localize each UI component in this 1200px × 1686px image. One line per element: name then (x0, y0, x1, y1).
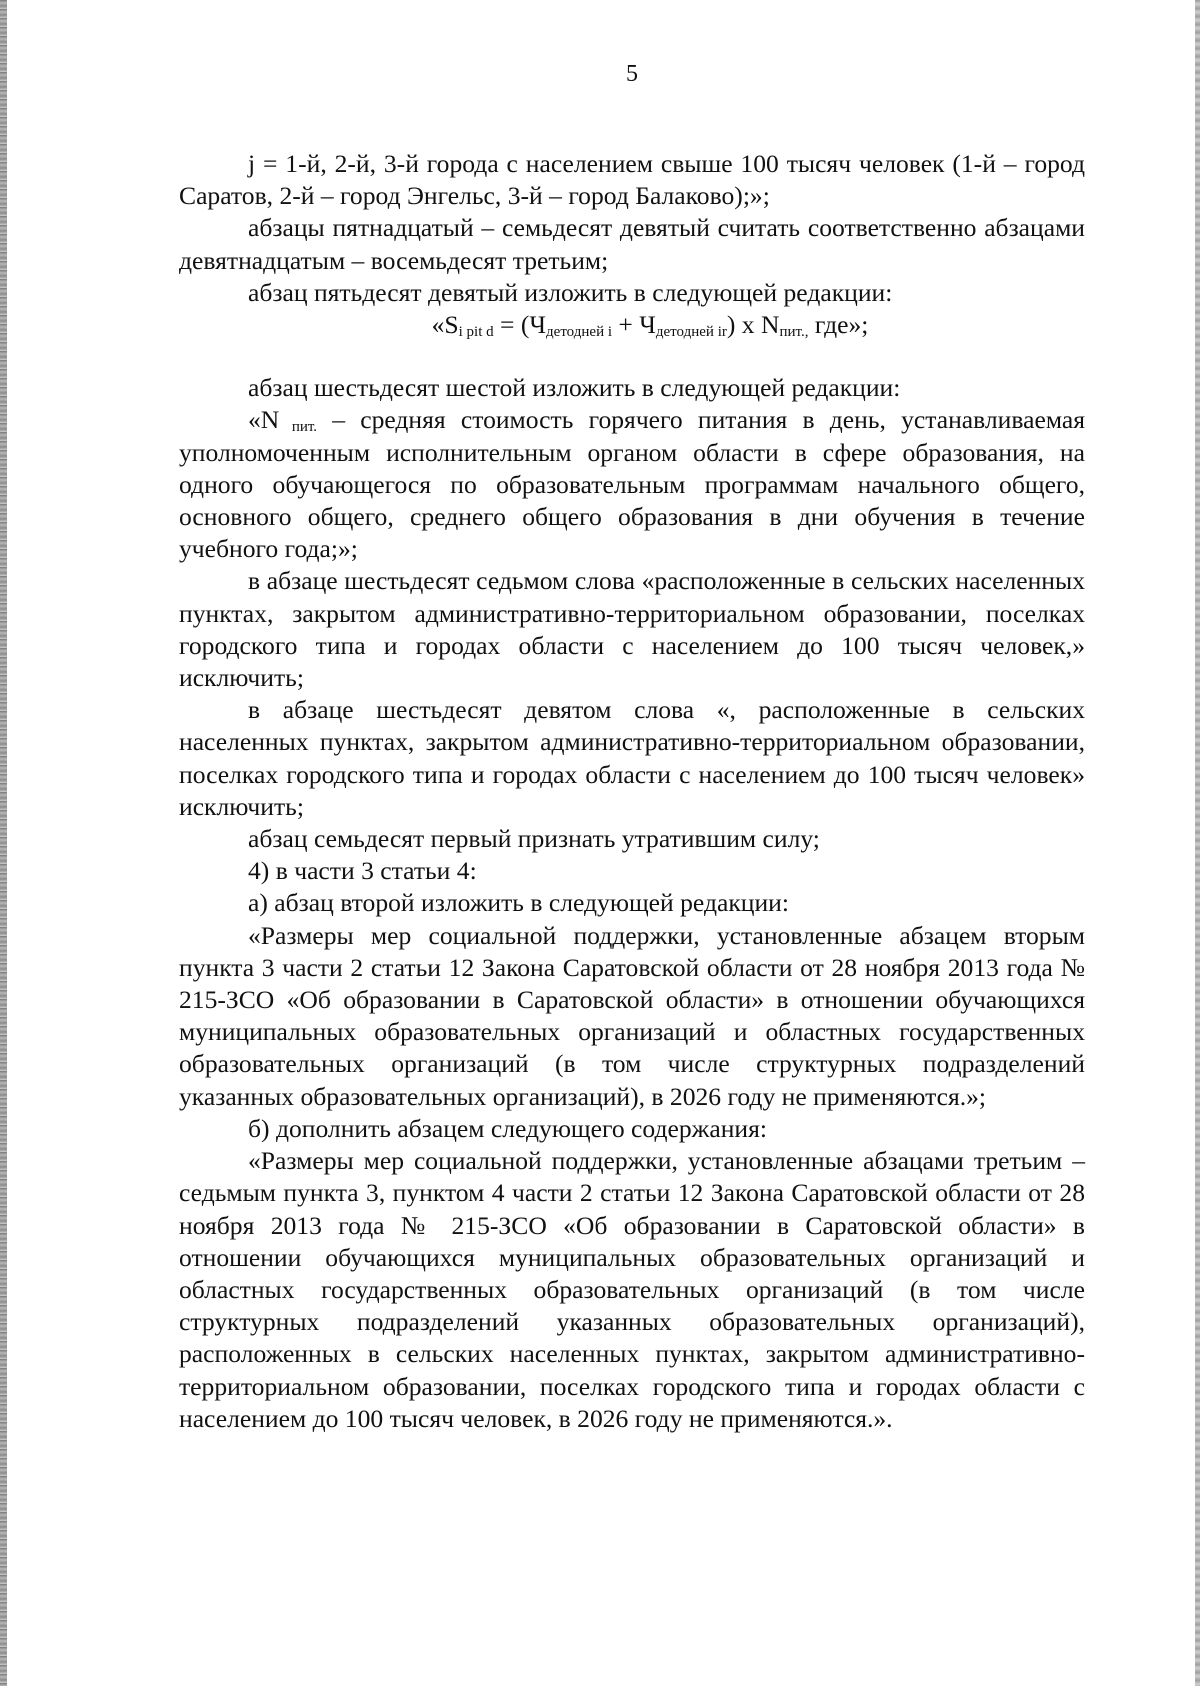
paragraph-66-intro: абзац шестьдесят шестой изложить в следующей редакции: (248, 373, 901, 403)
scan-edge-right (1195, 0, 1200, 1686)
formula-ch2-sub: детодней ir (655, 324, 727, 341)
paragraph-71-repeal: абзац семьдесят первый признать утратившим силу; (248, 824, 820, 854)
page-number: 5 (626, 61, 638, 87)
item-4b-intro: б) дополнить абзацем следующего содержания: (248, 1113, 767, 1143)
document-body (179, 148, 1085, 1435)
formula-s-sub: i pit d (458, 324, 494, 341)
formula-open: «S (431, 310, 459, 340)
formula-times: ) х N (726, 310, 780, 340)
spacer (179, 341, 1085, 372)
paragraph-renumbering: абзацы пятнадцатый – семьдесят девятый считать соответственно абзацами девятнадцатым – восемьдесят третьим; (179, 213, 1085, 275)
formula-eq: = (Ч (493, 310, 547, 340)
n-def-sub: пит. (279, 419, 318, 436)
item-4a-text: «Размеры мер социальной поддержки, установленные абзацем вторым пункта 3 части 2 статьи 12 Закона Саратовской области от 28 ноября 2013 года № 215-ЗСО «Об образовании в Саратовской области» в отношении обучающихся муниципальных образовательных организаций и областных государственных образовательных организаций (в том числе структурных подразделений указанных образовательных организаций), в 2026 году не применяются.»; (179, 920, 1085, 1111)
formula-tail: где»; (808, 310, 869, 340)
paragraph-n-definition (179, 404, 1085, 565)
paragraph-69-amendment: в абзаце шестьдесят девятом слова «, расположенные в сельских населенных пунктах, закрытом административно-территориальном образовании, поселках городского типа и городах области с населением до 100 тысяч человек» исключить; (179, 695, 1085, 821)
formula-ch1-sub: детодней i (546, 324, 613, 341)
item-4a-intro: а) абзац второй изложить в следующей редакции: (248, 888, 789, 918)
formula-s-pit (179, 309, 1085, 341)
item-4b-text: «Размеры мер социальной поддержки, установленные абзацами третьим – седьмым пункта 3, пунктом 4 части 2 статьи 12 Закона Саратовской области от 28 ноября 2013 года № 215-ЗСО «Об образовании в Саратовской области» в отношении обучающихся муниципальных образовательных организаций и областных государственных образовательных организаций (в том числе структурных подразделений указанных образовательных организаций), расположенных в сельских населенных пунктах, закрытом административно-территориальном образовании, поселках городского типа и городах области с населением до 100 тысяч человек, в 2026 году не применяются.». (179, 1146, 1085, 1433)
item-4-heading: 4) в части 3 статьи 4: (248, 856, 477, 886)
formula-n-sub: пит., (779, 324, 809, 341)
paragraph-59-intro: абзац пятьдесят девятый изложить в следующей редакции: (248, 277, 893, 307)
paragraph-67-amendment: в абзаце шестьдесят седьмом слова «расположенные в сельских населенных пунктах, закрытом административно-территориальном образовании, поселках городского типа и городах области с населением до 100 тысяч человек,» исключить; (179, 566, 1085, 693)
paragraph-j-definition: j = 1-й, 2-й, 3-й города с населением свыше 100 тысяч человек (1-й – город Саратов, 2-й – город Энгельс, 3-й – город Балаково);»; (179, 149, 1085, 211)
formula-plus: + Ч (612, 310, 656, 340)
n-def-rest: – средняя стоимость горячего питания в день, устанавливаемая уполномоченным исполнительным органом области в сфере образования, на одного обучающегося по образовательным программам начального общего, основного общего, среднего общего образования в дни обучения в течение учебного года;»; (179, 405, 1085, 564)
n-def-open: «N (248, 405, 280, 435)
scan-edge-left (0, 0, 7, 1686)
